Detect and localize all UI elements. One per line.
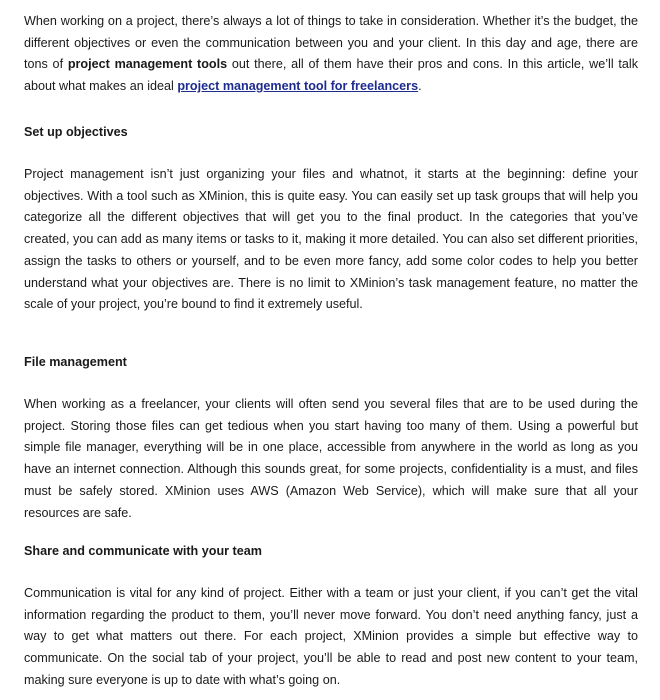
section-body-objectives: Project management isn’t just organizing your files and whatnot, it starts at the beginning: define your objectives. With a tool such as XMinion, this is quite easy. You can easily set up task groups that will help you categorize all the different objectives that will get you to the final product. In the categories that you’ve created, you can add as many items or tasks to it, making it more detailed. You can also set different priorities, assign the tasks to others or yourself, and to be even more fancy, add some color codes to help you better understand what your objectives are. There is no limit to XMinion’s task management feature, no matter the scale of your project, you’re bound to find it extremely useful. <box>24 167 638 312</box>
section-body-communication: Communication is vital for any kind of project. Either with a team or just your client, if you can’t get the vital information regarding the product to them, you’ll never move forward. You don’t need anything fancy, just a way to get what matters out there. For each project, XMinion provides a simple but effective way to communicate. On the social tab of your project, you’ll be able to read and post new content to your team, making sure everyone is up to date with what’s going on. <box>24 586 638 687</box>
intro-paragraph <box>24 11 638 98</box>
section-heading-communication: Share and communicate with your team <box>24 544 262 558</box>
freelancer-tool-link[interactable]: project management tool for freelancers <box>177 79 419 94</box>
intro-text-part2: out there, all of them have their pros and cons. In this article, we’ll talk about what makes an ideal <box>24 57 638 94</box>
section-body-file-management: When working as a freelancer, your clients will often send you several files that are to be used during the project. Storing those files can get tedious when you start having too many of them. Using a powerful but simple file manager, everything will be in one place, accessible from anywhere in the world as long as you have an internet connection. Although this sounds great, for some projects, confidentiality is a must, and files must be safely stored. XMinion uses AWS (Amazon Web Service), which will make sure that all your resources are safe. <box>24 397 638 520</box>
section-heading-file-management: File management <box>24 355 127 369</box>
intro-text-part1: When working on a project, there’s always a lot of things to take in consideration. Whether it’s the budget, the different objectives or even the communication between you and your client. In this day and age, there are tons of <box>24 14 638 72</box>
intro-bold-phrase: project management tools <box>67 57 228 72</box>
section-heading-objectives: Set up objectives <box>24 125 128 139</box>
intro-text-part3: . <box>418 79 422 94</box>
